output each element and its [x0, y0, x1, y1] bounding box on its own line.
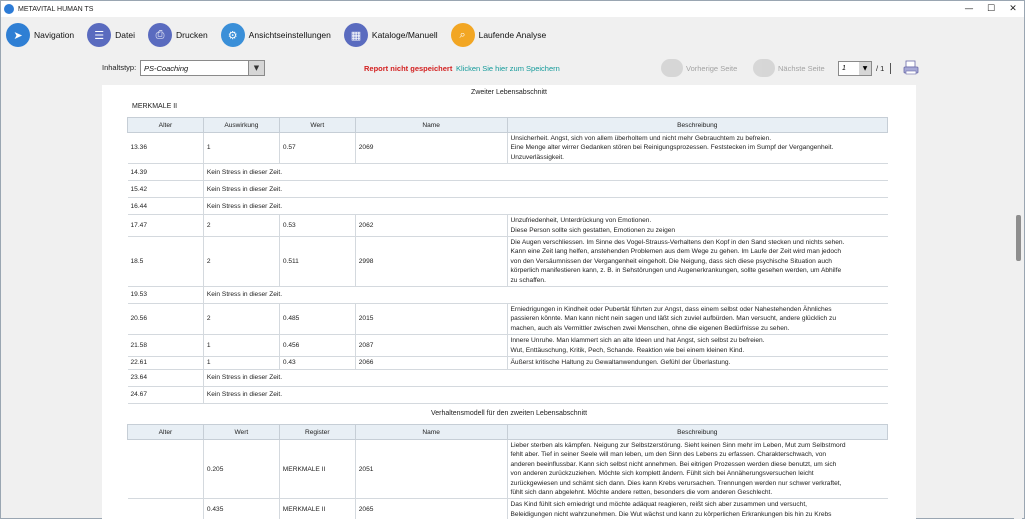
age-cell: 15.42 [128, 181, 204, 198]
file-list-icon: ☰ [87, 23, 111, 47]
table-row [128, 237, 888, 287]
column-header: Wert [279, 118, 355, 133]
name-cell: 2087 [355, 335, 507, 357]
previous-arrow-icon [661, 59, 683, 77]
register-cell: MERKMALE II [279, 440, 355, 499]
table-row [128, 198, 888, 215]
description-cell: Äußerst kritische Haltung zu Gewaltanwendungen. Gefühl der Überlastung. [507, 357, 888, 369]
title-bar [1, 1, 1024, 17]
search-analysis-icon: ⌕ [451, 23, 475, 47]
value-cell: 0.53 [279, 215, 355, 237]
value-cell: 0.43 [279, 357, 355, 369]
table-row [128, 386, 888, 403]
age-cell: 20.56 [128, 304, 204, 335]
name-cell: 2051 [355, 440, 507, 499]
no-stress-cell: Kein Stress in dieser Zeit. [203, 181, 887, 198]
description-cell: Innere Unruhe. Man klammert sich an alte Ideen und hat Angst, sich selbst zu befreien. Wut, Enttäuschung, Kritik, Pech, Schande. Reaktion wie bei einem kleinen Kind. [507, 335, 888, 357]
no-stress-cell: Kein Stress in dieser Zeit. [203, 198, 887, 215]
name-cell: 2066 [355, 357, 507, 369]
next-page-label: Nächste Seite [778, 63, 825, 73]
column-header: Wert [203, 425, 279, 440]
maximize-button[interactable]: ☐ [986, 4, 996, 14]
age-cell: 19.53 [128, 287, 204, 304]
description-cell: Unzufriedenheit, Unterdrückung von Emotionen. Diese Person sollte sich gestatten, Emotionen zu zeigen [507, 215, 888, 237]
age-cell: 21.58 [128, 335, 204, 357]
impact-cell: 2 [203, 237, 279, 287]
printer-icon: ⎙ [148, 23, 172, 47]
impact-cell: 1 [203, 133, 279, 164]
value-cell: 0.485 [279, 304, 355, 335]
close-button[interactable]: ✕ [1009, 4, 1017, 14]
previous-page-label: Vorherige Seite [686, 63, 738, 73]
name-cell: 2062 [355, 215, 507, 237]
content-type-value: PS-Coaching [144, 64, 189, 73]
next-page-button[interactable] [753, 58, 825, 78]
age-cell: 13.36 [128, 133, 204, 164]
column-header: Register [279, 425, 355, 440]
no-stress-cell: Kein Stress in dieser Zeit. [203, 287, 887, 304]
age-cell: 18.5 [128, 237, 204, 287]
page-total: / 1 [876, 64, 885, 73]
catalog-grid-icon: ▦ [344, 23, 368, 47]
column-header: Name [355, 118, 507, 133]
description-cell: Das Kind fühlt sich erniedrigt und möchte adäquat reagieren, reißt sich aber zusammen und versucht, Beleidigungen nicht wahrzunehmen. Die Wut wächst und kann zu körperlichen Erkrankungen bis hin zu Krebs [507, 499, 888, 519]
age-cell: 17.47 [128, 215, 204, 237]
column-header: Beschreibung [507, 118, 888, 133]
description-cell: Die Augen verschliessen. Im Sinne des Vogel-Strauss-Verhaltens den Kopf in den Sand stecken und nichts sehen. Kann eine Zeit lang helfen, anstehenden Problemen aus dem Wege zu gehen. Im Laufe der Zeit wird man jedoch von den Versäumnissen der Vergangenheit eingeholt. Die Neigung, dass sich diese psychische Situation auch körperlich manifestieren kann, z. B. in Sehstörungen und Augenerkrankungen, sollte gesehen werden, um Abhilfe zu schaffen. [507, 237, 888, 287]
age-cell: 23.64 [128, 369, 204, 386]
settings-gear-icon: ⚙ [221, 23, 245, 47]
toolbar-label: Navigation [34, 30, 75, 40]
toolbar-drucken-button[interactable] [148, 23, 208, 47]
window-title: METAVITAL HUMAN TS [18, 5, 94, 13]
filter-bar [1, 58, 1024, 80]
age-cell: 14.39 [128, 164, 204, 181]
column-header: Alter [128, 118, 204, 133]
value-cell: 0.57 [279, 133, 355, 164]
main-toolbar [1, 18, 1024, 52]
toolbar-navigation-button[interactable] [6, 23, 74, 47]
toolbar-kataloge-manuell-button[interactable] [344, 23, 438, 47]
table-row [128, 164, 888, 181]
table-row [128, 133, 888, 164]
description-cell: Lieber sterben als kämpfen. Neigung zur Selbstzerstörung. Sieht keinen Sinn mehr im Leben, Mut zum Selbstmord fehlt aber. Tief in seiner Seele will man leben, um den Sinn des Lebens zu erfassen. Charakterschwach, von anderen beeinflussbar. Kann sich selbst nicht annehmen. Bei eitrigen Prozessen werden diese benutzt, um sich von anderen zurückzuziehen. Möchte sich komplett ändern. Fühlt sich bei Annäherungsversuchen leicht zurückgewiesen und schämt sich dann. Dies kann Krebs verursachen. Trennungen werden nur schwer verkraftet, fühlt sich dann abgelehnt. Möchte andere retten, besonders die vom anderen Geschlecht. [507, 440, 888, 499]
report-content [102, 85, 916, 519]
column-header: Auswirkung [203, 118, 279, 133]
value-cell: 0.205 [203, 440, 279, 499]
value-cell: 0.435 [203, 499, 279, 519]
scrollbar-thumb[interactable] [1016, 215, 1021, 261]
section-title: Zweiter Lebensabschnitt [471, 89, 547, 96]
column-header: Name [355, 425, 507, 440]
previous-page-button[interactable] [661, 58, 737, 78]
impact-cell: 2 [203, 304, 279, 335]
register-cell: MERKMALE II [279, 499, 355, 519]
navigation-arrow-icon: ➤ [6, 23, 30, 47]
content-type-select[interactable] [140, 60, 265, 76]
table-row [128, 440, 888, 499]
section-subtitle: MERKMALE II [132, 103, 178, 110]
behavior-model-table [127, 424, 888, 519]
age-cell [128, 440, 204, 499]
table-row [128, 304, 888, 335]
table-row [128, 181, 888, 198]
table-row [128, 357, 888, 369]
no-stress-cell: Kein Stress in dieser Zeit. [203, 369, 887, 386]
name-cell: 2069 [355, 133, 507, 164]
age-cell: 22.61 [128, 357, 204, 369]
toolbar-label: Datei [115, 30, 136, 40]
impact-cell: 1 [203, 335, 279, 357]
age-cell: 24.67 [128, 386, 204, 403]
divider [890, 63, 891, 74]
table-row [128, 499, 888, 519]
page-select-value: 1 [842, 65, 846, 72]
content-type-label: Inhaltstyp: [102, 63, 137, 72]
table-row [128, 369, 888, 386]
age-cell: 16.44 [128, 198, 204, 215]
save-report-link[interactable]: Klicken Sie hier zum Speichern [456, 64, 560, 73]
table-row [128, 335, 888, 357]
toolbar-label: Drucken [176, 30, 208, 40]
toolbar-ansichtseinstellungen-button[interactable] [221, 23, 331, 47]
no-stress-cell: Kein Stress in dieser Zeit. [203, 164, 887, 181]
minimize-button[interactable]: — [964, 4, 974, 14]
page-select[interactable] [838, 61, 872, 76]
value-cell: 0.456 [279, 335, 355, 357]
description-cell: Erniedrigungen in Kindheit oder Pubertät führten zur Angst, dass einem selbst oder Nahestehenden Ähnliches passieren könnte. Man kann nicht nein sagen und läßt sich zuviel aufbürden. Man versucht, andere glücklich zu machen, auch als Vermittler zwischen zwei Menschen, ohne die eigenen Bedürfnisse zu sehen. [507, 304, 888, 335]
toolbar-laufende-analyse-button[interactable] [451, 23, 547, 47]
table-row [128, 287, 888, 304]
value-cell: 0.511 [279, 237, 355, 287]
column-header: Beschreibung [507, 425, 888, 440]
chevron-down-icon[interactable]: ▼ [248, 61, 264, 75]
next-arrow-icon [753, 59, 775, 77]
toolbar-datei-button[interactable] [87, 23, 135, 47]
toolbar-label: Kataloge/Manuell [371, 30, 438, 40]
name-cell: 2015 [355, 304, 507, 335]
toolbar-label: Laufende Analyse [478, 30, 547, 40]
impact-cell: 2 [203, 215, 279, 237]
impact-cell: 1 [203, 357, 279, 369]
stress-table [127, 117, 888, 404]
no-stress-cell: Kein Stress in dieser Zeit. [203, 386, 887, 403]
chevron-down-icon[interactable]: ▼ [859, 62, 871, 75]
name-cell: 2998 [355, 237, 507, 287]
description-cell: Unsicherheit. Angst, sich von allem überholtem und nicht mehr Gebrauchtem zu befreien. Eine Menge alter wirrer Gedanken stören bei Reinigungsprozessen. Feststecken im Sumpf der Vergangenheit. Unzuverlässigkeit. [507, 133, 888, 164]
vertical-scrollbar[interactable] [1014, 85, 1022, 519]
table-row [128, 215, 888, 237]
name-cell: 2065 [355, 499, 507, 519]
report-not-saved-status: Report nicht gespeichert [364, 64, 453, 73]
age-cell [128, 499, 204, 519]
toolbar-label: Ansichtseinstellungen [248, 30, 331, 40]
print-report-icon[interactable] [902, 59, 920, 77]
column-header: Alter [128, 425, 204, 440]
app-logo-icon [4, 4, 14, 14]
section-title: Verhaltensmodell für den zweiten Lebensabschnitt [430, 410, 588, 417]
